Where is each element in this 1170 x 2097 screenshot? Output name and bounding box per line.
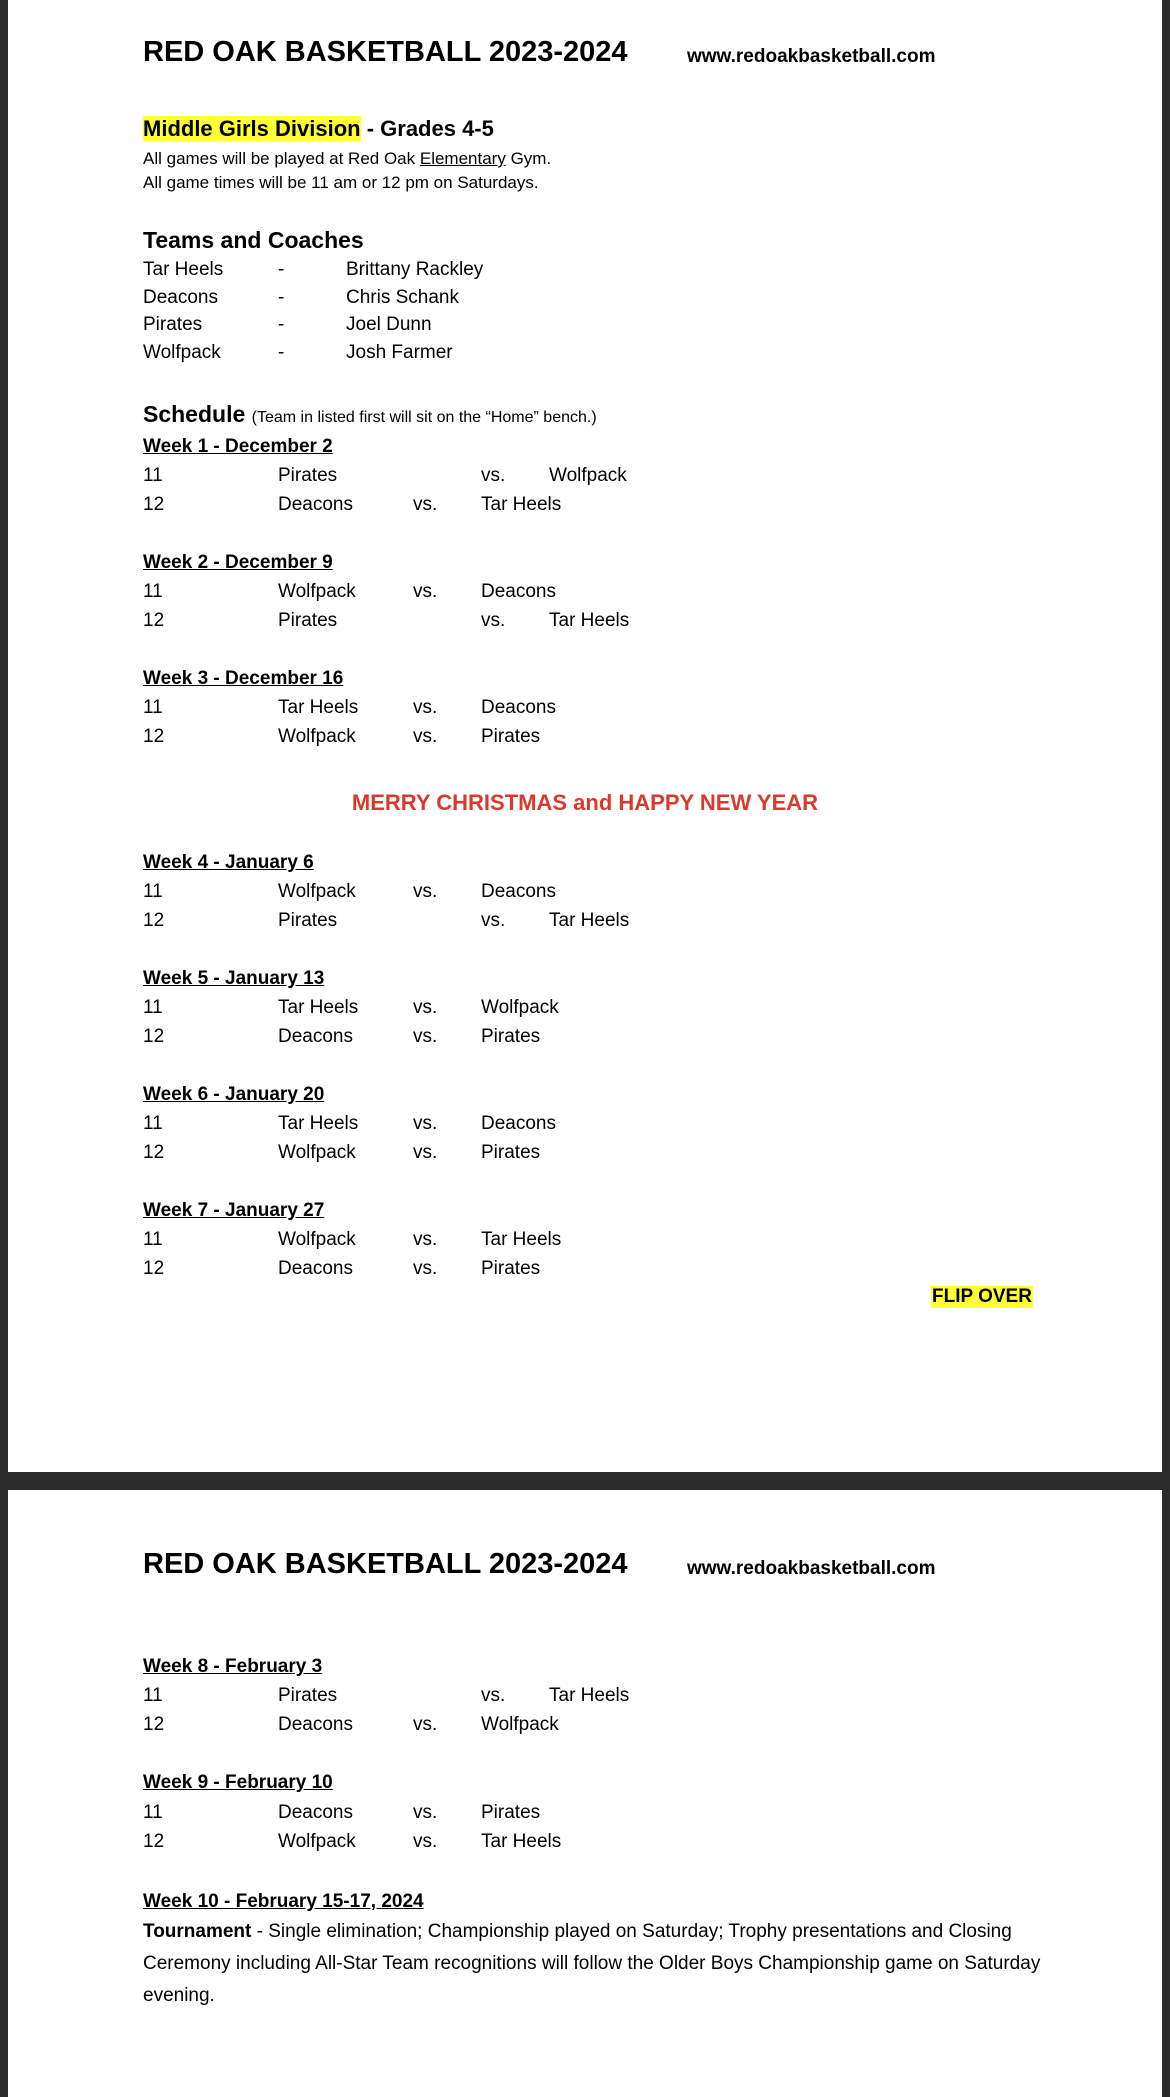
home-team: Wolfpack xyxy=(278,1229,356,1250)
team-dash: - xyxy=(278,287,285,308)
home-team: Tar Heels xyxy=(278,697,359,718)
versus-label: vs. xyxy=(413,1258,438,1279)
coach-name: Josh Farmer xyxy=(346,342,453,363)
game-time: 11 xyxy=(143,1229,163,1250)
away-team: Wolfpack xyxy=(481,1714,559,1735)
home-team: Deacons xyxy=(278,1258,353,1279)
game-time: 12 xyxy=(143,1026,165,1047)
info-line-2: All game times will be 11 am or 12 pm on Saturdays. xyxy=(143,173,539,192)
info-line-1-c: Gym. xyxy=(505,149,552,168)
game-row xyxy=(143,1142,843,1170)
versus-label: vs. xyxy=(413,697,438,718)
game-time: 11 xyxy=(143,1685,163,1706)
team-dash: - xyxy=(278,314,285,335)
coach-name: Brittany Rackley xyxy=(346,259,484,280)
team-name: Pirates xyxy=(143,314,203,335)
game-time: 11 xyxy=(143,1802,163,1823)
game-time: 12 xyxy=(143,610,165,631)
document-page-1 xyxy=(8,0,1162,1472)
tournament-description xyxy=(143,1916,1043,2012)
home-team: Deacons xyxy=(278,1026,353,1047)
away-team: Pirates xyxy=(481,1258,541,1279)
game-row xyxy=(143,881,843,909)
versus-label: vs. xyxy=(413,726,438,747)
versus-label: vs. xyxy=(413,881,438,902)
game-row xyxy=(143,1113,843,1141)
teams-heading: Teams and Coaches xyxy=(143,227,364,253)
team-name: Tar Heels xyxy=(143,259,224,280)
game-time: 11 xyxy=(143,465,163,486)
game-row xyxy=(143,997,843,1025)
versus-label: vs. xyxy=(413,1802,438,1823)
home-team: Tar Heels xyxy=(278,997,359,1018)
game-row xyxy=(143,1258,843,1286)
info-line-1 xyxy=(143,149,551,169)
week-heading: Week 3 - December 16 xyxy=(143,668,344,689)
tournament-label: Tournament xyxy=(143,1921,252,1942)
week-heading: Week 10 - February 15-17, 2024 xyxy=(143,1891,424,1912)
holiday-greeting: MERRY CHRISTMAS and HAPPY NEW YEAR xyxy=(351,790,819,815)
week-heading: Week 2 - December 9 xyxy=(143,552,333,573)
versus-label: vs. xyxy=(413,1026,438,1047)
website-url: www.redoakbasketball.com xyxy=(687,1558,936,1579)
game-row xyxy=(143,494,843,522)
game-row xyxy=(143,1831,843,1859)
coach-name: Chris Schank xyxy=(346,287,459,308)
game-row xyxy=(143,1802,843,1830)
away-team: Tar Heels xyxy=(481,1831,562,1852)
versus-label: vs. xyxy=(413,581,438,602)
info-line-1-a: All games will be played at Red Oak xyxy=(143,149,420,168)
division-heading xyxy=(143,116,494,142)
game-time: 11 xyxy=(143,697,163,718)
versus-label: vs. xyxy=(413,1142,438,1163)
game-row xyxy=(143,1026,843,1054)
away-team: Tar Heels xyxy=(549,910,630,931)
away-team: Wolfpack xyxy=(549,465,627,486)
home-team: Tar Heels xyxy=(278,1113,359,1134)
versus-label: vs. xyxy=(413,997,438,1018)
home-team: Deacons xyxy=(278,1802,353,1823)
game-time: 12 xyxy=(143,1831,165,1852)
game-row xyxy=(143,465,843,493)
game-row xyxy=(143,697,843,725)
info-line-1-b: Elementary xyxy=(419,149,506,168)
page-title: RED OAK BASKETBALL 2023-2024 xyxy=(143,1548,628,1580)
game-time: 12 xyxy=(143,1258,165,1279)
game-row xyxy=(143,910,843,938)
away-team: Pirates xyxy=(481,726,541,747)
home-team: Deacons xyxy=(278,1714,353,1735)
game-time: 11 xyxy=(143,1113,163,1134)
game-time: 11 xyxy=(143,881,163,902)
flip-over-note: FLIP OVER xyxy=(932,1286,1032,1307)
versus-label: vs. xyxy=(413,494,438,515)
division-name: Middle Girls Division xyxy=(143,116,361,141)
week-heading: Week 6 - January 20 xyxy=(143,1084,325,1105)
home-team: Pirates xyxy=(278,1685,338,1706)
schedule-heading-text: Schedule xyxy=(143,401,246,427)
away-team: Pirates xyxy=(481,1026,541,1047)
away-team: Tar Heels xyxy=(549,1685,630,1706)
away-team: Deacons xyxy=(481,697,556,718)
team-name: Wolfpack xyxy=(143,342,221,363)
team-dash: - xyxy=(278,342,285,363)
week-heading: Week 1 - December 2 xyxy=(143,436,333,457)
versus-label: vs. xyxy=(481,465,506,486)
home-team: Wolfpack xyxy=(278,581,356,602)
game-row xyxy=(143,1229,843,1257)
game-time: 12 xyxy=(143,1714,165,1735)
coach-name: Joel Dunn xyxy=(346,314,432,335)
home-team: Pirates xyxy=(278,910,338,931)
schedule-heading xyxy=(143,401,597,428)
game-time: 11 xyxy=(143,581,163,602)
website-url: www.redoakbasketball.com xyxy=(687,46,936,67)
away-team: Pirates xyxy=(481,1142,541,1163)
week-heading: Week 9 - February 10 xyxy=(143,1772,333,1793)
versus-label: vs. xyxy=(413,1229,438,1250)
game-time: 12 xyxy=(143,726,165,747)
team-name: Deacons xyxy=(143,287,218,308)
versus-label: vs. xyxy=(413,1113,438,1134)
away-team: Wolfpack xyxy=(481,997,559,1018)
week-heading: Week 8 - February 3 xyxy=(143,1656,323,1677)
home-team: Wolfpack xyxy=(278,1831,356,1852)
schedule-note: (Team in listed first will sit on the “Home” bench.) xyxy=(251,409,597,426)
game-time: 12 xyxy=(143,1142,165,1163)
week-heading: Week 4 - January 6 xyxy=(143,852,314,873)
game-time: 12 xyxy=(143,910,165,931)
home-team: Deacons xyxy=(278,494,353,515)
division-grades: - Grades 4-5 xyxy=(360,116,494,141)
game-row xyxy=(143,581,843,609)
away-team: Pirates xyxy=(481,1802,541,1823)
versus-label: vs. xyxy=(481,1685,506,1706)
week-heading: Week 7 - January 27 xyxy=(143,1200,325,1221)
team-dash: - xyxy=(278,259,285,280)
versus-label: vs. xyxy=(413,1714,438,1735)
versus-label: vs. xyxy=(413,1831,438,1852)
home-team: Wolfpack xyxy=(278,881,356,902)
away-team: Deacons xyxy=(481,881,556,902)
game-row xyxy=(143,1685,843,1713)
away-team: Deacons xyxy=(481,581,556,602)
versus-label: vs. xyxy=(481,610,506,631)
week-heading: Week 5 - January 13 xyxy=(143,968,325,989)
game-row xyxy=(143,726,843,754)
home-team: Wolfpack xyxy=(278,1142,356,1163)
home-team: Pirates xyxy=(278,465,338,486)
versus-label: vs. xyxy=(481,910,506,931)
document-page-2 xyxy=(8,1490,1162,2097)
game-time: 12 xyxy=(143,494,165,515)
home-team: Pirates xyxy=(278,610,338,631)
home-team: Wolfpack xyxy=(278,726,356,747)
away-team: Tar Heels xyxy=(481,1229,562,1250)
page-title: RED OAK BASKETBALL 2023-2024 xyxy=(143,36,628,68)
away-team: Tar Heels xyxy=(481,494,562,515)
away-team: Tar Heels xyxy=(549,610,630,631)
game-row xyxy=(143,610,843,638)
tournament-text: - Single elimination; Championship played on Saturday; Trophy presentations and Closing Ceremony including All-Star Team recognitions will follow the Older Boys Championship game on Saturday evening. xyxy=(143,1921,1041,2006)
game-time: 11 xyxy=(143,997,163,1018)
away-team: Deacons xyxy=(481,1113,556,1134)
game-row xyxy=(143,1714,843,1742)
